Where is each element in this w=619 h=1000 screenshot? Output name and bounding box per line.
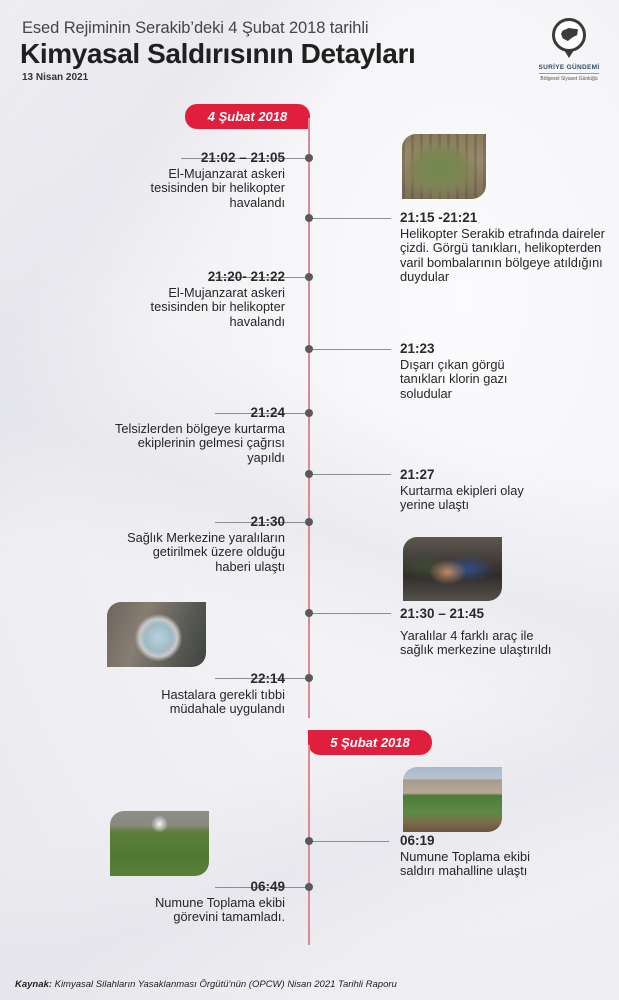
- connector-line: [309, 841, 389, 842]
- timeline-event: [115, 672, 285, 717]
- timeline-event: [115, 515, 285, 574]
- timeline-event: [400, 342, 550, 401]
- event-text: Sağlık Merkezine yaralıların getirilmek üzere olduğu haberi ulaştı: [127, 529, 285, 574]
- header-subtitle: Esed Rejiminin Serakib’deki 4 Şubat 2018 tarihli: [22, 19, 369, 37]
- event-time: 06:49: [250, 879, 285, 894]
- event-text: Numune Toplama ekibi görevini tamamladı.: [155, 894, 285, 925]
- timeline-event: [400, 834, 560, 879]
- event-time: 21:15 -21:21: [400, 210, 478, 225]
- event-text: Kurtarma ekipleri olay yerine ulaştı: [400, 482, 524, 513]
- timeline-event: [400, 468, 560, 513]
- timeline-dot: [305, 883, 313, 891]
- connector-line: [309, 613, 391, 614]
- event-text: Telsizlerden bölgeye kurtarma ekiplerinin gelmesi çağrısı yapıldı: [115, 420, 285, 465]
- date-tab-day1: 4 Şubat 2018: [185, 104, 310, 129]
- timeline-dot: [305, 837, 313, 845]
- timeline-dot: [305, 273, 313, 281]
- event-time: 21:20- 21:22: [207, 269, 285, 284]
- timeline-event: [400, 607, 560, 658]
- event-time: 06:19: [400, 833, 435, 848]
- event-time: 21:02 – 21:05: [200, 150, 285, 165]
- event-text: Helikopter Serakib etrafında daireler çizdi. Görgü tanıkları, helikopterden varil bombalarının bölgeye atıldığını duydular: [400, 225, 605, 285]
- timeline-event: [115, 151, 285, 210]
- logo-divider: [539, 73, 599, 74]
- source-text: Kimyasal Silahların Yasaklanması Örgütü'nün (OPCW) Nisan 2021 Tarihli Raporu: [51, 979, 397, 990]
- event-time: 21:24: [250, 405, 285, 420]
- timeline-line-day1: [308, 118, 310, 718]
- aerial-map-photo: [402, 134, 486, 199]
- logo-brand: SURİYE GÜNDEMİ: [538, 64, 600, 71]
- connector-line: [309, 474, 391, 475]
- timeline-dot: [305, 409, 313, 417]
- timeline-event: [115, 270, 285, 329]
- sampling-team-photo: [110, 811, 209, 876]
- field-photo: [403, 767, 502, 832]
- source-label: Kaynak:: [15, 979, 52, 990]
- syria-map-pin-icon: [552, 18, 586, 52]
- brand-logo: [532, 18, 606, 82]
- timeline-dot: [305, 674, 313, 682]
- connector-line: [309, 349, 391, 350]
- date-tab-day2: 5 Şubat 2018: [308, 730, 432, 755]
- timeline-event: [115, 406, 285, 465]
- timeline-event: [115, 880, 285, 925]
- timeline-line-day2: [308, 745, 310, 945]
- rescue-photo: [403, 537, 502, 601]
- timeline-dot: [305, 609, 313, 617]
- event-text: Numune Toplama ekibi saldırı mahalline ulaştı: [400, 848, 530, 879]
- event-text: El-Mujanzarat askeri tesisinden bir helikopter havalandı: [150, 165, 285, 210]
- timeline-dot: [305, 470, 313, 478]
- publish-date: 13 Nisan 2021: [22, 72, 89, 83]
- event-time: 21:27: [400, 467, 435, 482]
- event-text: Hastalara gerekli tıbbi müdahale uygulandı: [161, 686, 285, 717]
- timeline-dot: [305, 518, 313, 526]
- page-title: Kimyasal Saldırısının Detayları: [20, 38, 416, 69]
- event-time: 22:14: [250, 671, 285, 686]
- timeline-event: [400, 211, 619, 285]
- timeline-dot: [305, 214, 313, 222]
- event-time: 21:30: [250, 514, 285, 529]
- timeline-dot: [305, 345, 313, 353]
- connector-line: [309, 218, 391, 219]
- source-citation: [15, 979, 397, 990]
- timeline-dot: [305, 154, 313, 162]
- event-text: Yaralılar 4 farklı araç ile sağlık merkezine ulaştırıldı: [400, 627, 552, 658]
- event-text: El-Mujanzarat askeri tesisinden bir helikopter havalandı: [150, 284, 285, 329]
- event-text: Dışarı çıkan görgü tanıkları klorin gazı soludular: [400, 356, 508, 401]
- event-time: 21:30 – 21:45: [400, 606, 485, 621]
- logo-tagline: Bölgesel Siyaset Günlüğü: [540, 76, 598, 82]
- watch-photo: [107, 602, 206, 667]
- event-time: 21:23: [400, 341, 435, 356]
